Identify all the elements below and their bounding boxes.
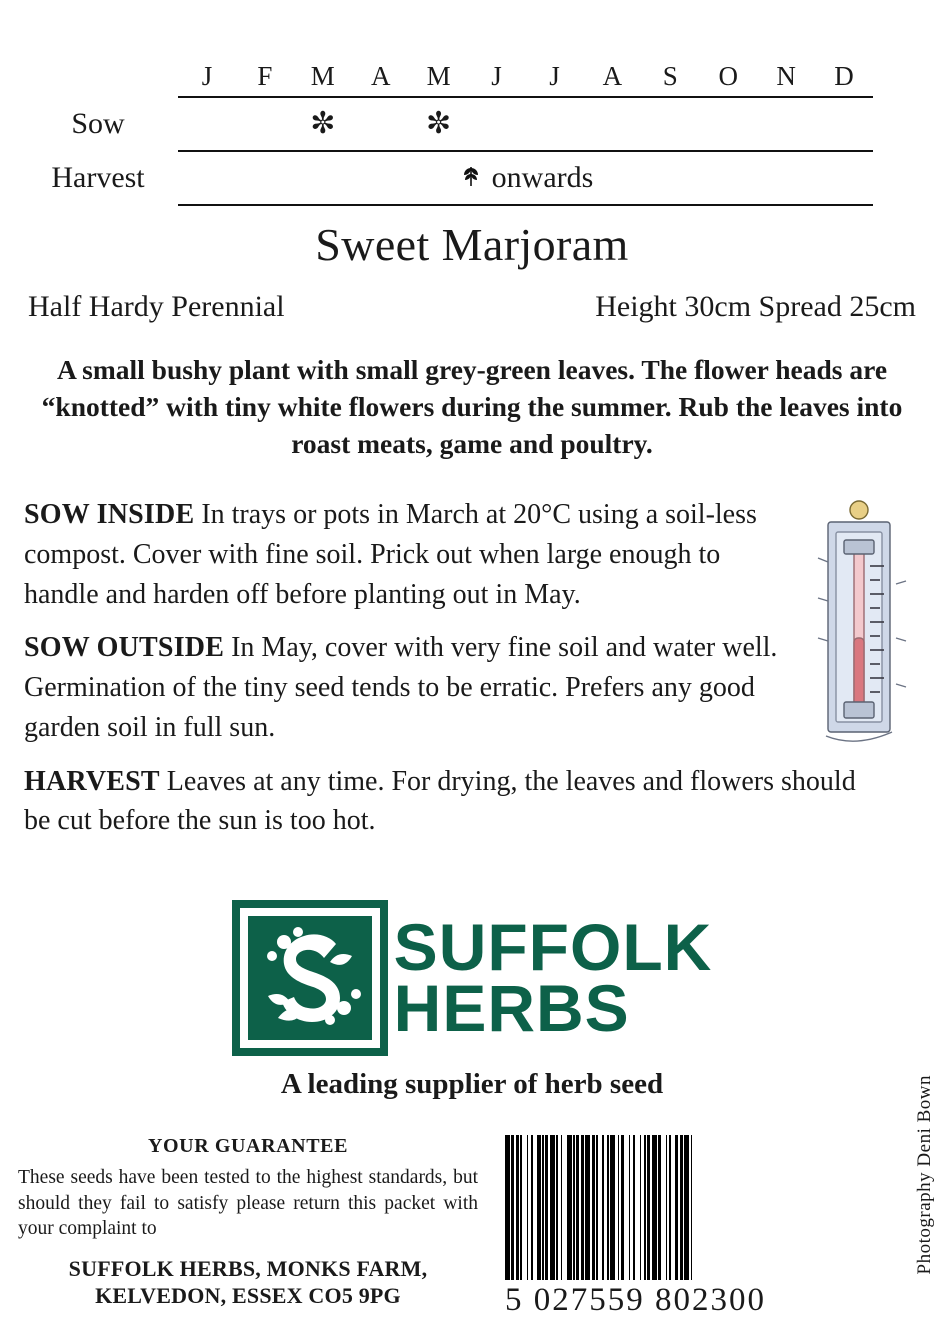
calendar-row-sow	[28, 98, 873, 152]
month-label: N	[776, 61, 796, 91]
instruction-body: In May, cover with very fine soil and water well. Germination of the tiny seed tends to be erratic. Prefers any good garden soil in full sun.	[24, 632, 778, 743]
sow-mark	[352, 98, 410, 150]
month-label: O	[718, 61, 738, 91]
month-label: A	[370, 61, 391, 91]
instruction-harvest	[24, 762, 864, 842]
sow-mark: ✼	[426, 107, 452, 140]
barcode-bar	[691, 1135, 693, 1280]
instruction-heading: SOW INSIDE	[24, 499, 195, 530]
month-label: J	[491, 61, 502, 91]
brand-line-1: SUFFOLK	[393, 910, 713, 985]
sow-mark	[236, 98, 294, 150]
barcode-bars	[505, 1135, 835, 1280]
brand-logo-block	[0, 900, 944, 1101]
sow-mark	[641, 98, 699, 150]
month-label: A	[602, 61, 623, 91]
sow-mark	[699, 98, 757, 150]
sow-mark	[178, 98, 236, 150]
thermometer-illustration	[800, 488, 920, 773]
instruction-heading: HARVEST	[24, 765, 160, 797]
instruction-sow-outside	[24, 628, 784, 747]
calendar-month-header	[28, 58, 873, 98]
guarantee-body: These seeds have been tested to the highest standards, but should they fail to satisfy please return this packet with your complaint to	[18, 1166, 478, 1240]
month-labels	[178, 58, 873, 98]
leaf-icon	[458, 162, 484, 195]
sow-mark	[815, 98, 873, 150]
instruction-body: Leaves at any time. For drying, the leaves and flowers should be cut before the sun is too hot.	[24, 765, 856, 837]
guarantee-address-line-1: SUFFOLK HERBS, MONKS FARM,	[68, 1256, 428, 1282]
plant-dimensions: Height 30cm Spread 25cm	[595, 290, 916, 323]
month-label: M	[310, 61, 335, 91]
month-label: S	[662, 61, 678, 91]
sow-mark	[757, 98, 815, 150]
month-label: M	[426, 61, 451, 91]
sow-mark	[468, 98, 526, 150]
month-label: D	[834, 61, 854, 91]
barcode	[505, 1135, 835, 1319]
month-label: J	[549, 61, 560, 91]
barcode-number: 5 027559 802300	[505, 1282, 766, 1318]
plant-attributes	[28, 290, 916, 324]
brand-tagline: A leading supplier of herb seed	[280, 1068, 664, 1100]
instruction-sow-inside	[24, 495, 784, 614]
instruction-heading: SOW OUTSIDE	[24, 632, 225, 664]
page-title: Sweet Marjoram	[315, 219, 629, 270]
harvest-row-label: Harvest	[51, 161, 145, 194]
guarantee-block	[18, 1133, 478, 1310]
suffolk-herbs-emblem-icon	[232, 900, 388, 1056]
plant-description: A small bushy plant with small grey-green leaves. The flower heads are “knotted” with tiny white flowers during the summer. Rub the leaves into roast meats, game and poultry.	[41, 354, 903, 459]
sow-mark	[583, 98, 641, 150]
sow-mark: ✼	[310, 107, 336, 140]
sow-row-label: Sow	[71, 107, 125, 140]
month-label: F	[257, 61, 273, 91]
photo-credit: Photography Deni Bown	[914, 1075, 935, 1275]
guarantee-title: YOUR GUARANTEE	[147, 1135, 349, 1157]
plant-type: Half Hardy Perennial	[28, 290, 285, 323]
brand-wordmark	[393, 910, 713, 1045]
sow-mark	[526, 98, 584, 150]
guarantee-address-line-2: KELVEDON, ESSEX CO5 9PG	[95, 1283, 401, 1309]
instruction-body: In trays or pots in March at 20°C using a soil-less compost. Cover with fine soil. Prick out when large enough to handle and harden off before planting out in May.	[24, 499, 757, 610]
harvest-text: onwards	[491, 161, 594, 194]
sowing-calendar	[28, 58, 873, 206]
brand-line-2: HERBS	[393, 971, 630, 1045]
sow-markers	[178, 98, 873, 150]
month-label: J	[201, 61, 213, 91]
growing-instructions	[24, 495, 856, 855]
calendar-row-harvest	[28, 152, 873, 206]
